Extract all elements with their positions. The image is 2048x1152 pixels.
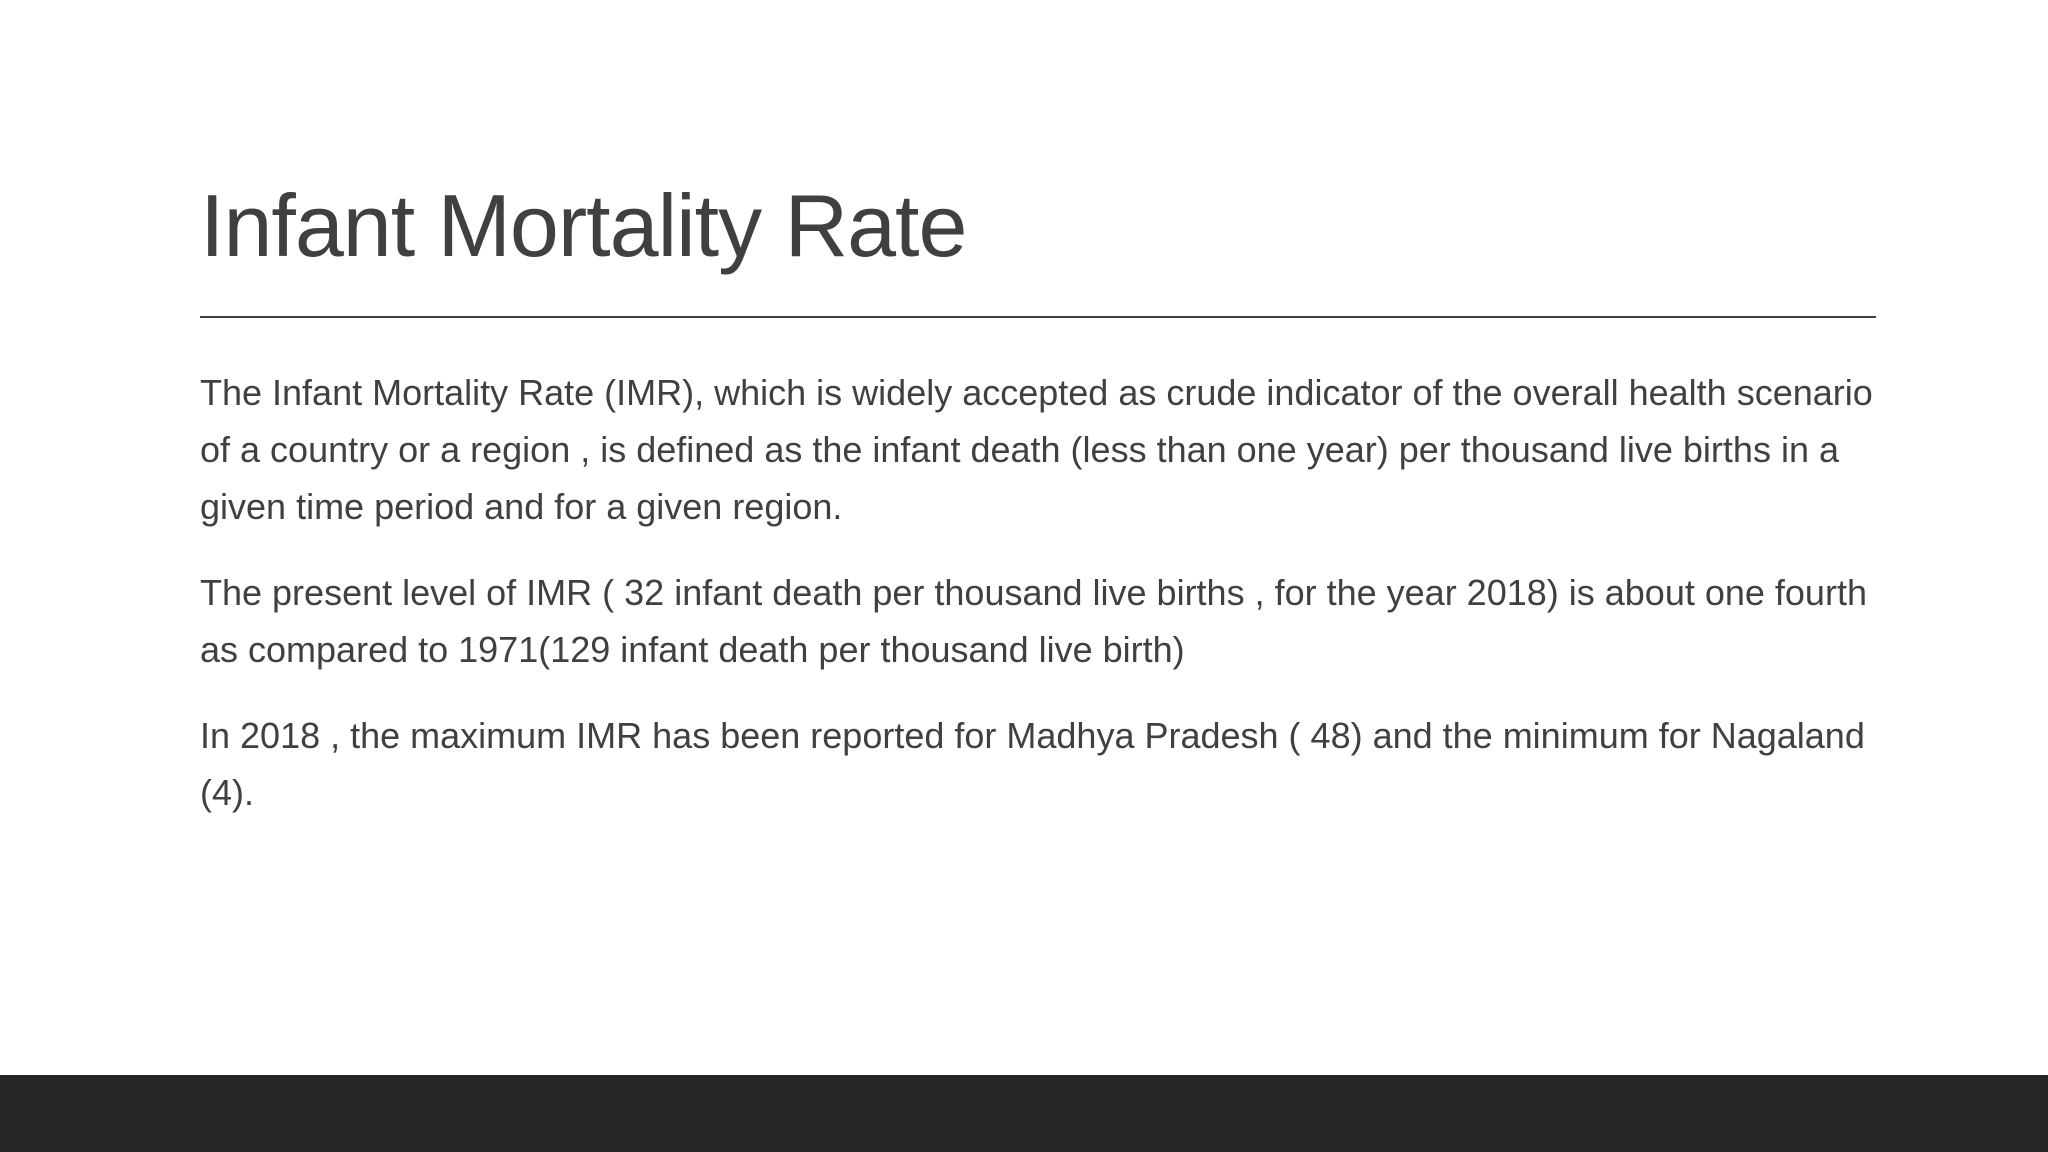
paragraph-state-extremes: In 2018 , the maximum IMR has been reported for Madhya Pradesh ( 48) and the minimum for Nagaland (4). — [200, 715, 1865, 813]
paragraph-present-level: The present level of IMR ( 32 infant death per thousand live births , for the year 2018) is about one fourth as compared to 1971(129 infant death per thousand live birth) — [200, 572, 1867, 670]
paragraph-definition: The Infant Mortality Rate (IMR), which is widely accepted as crude indicator of the overall health scenario of a country or a region , is defined as the infant death (less than one year) per thousand live births in a given time period and for a given region. — [200, 372, 1873, 527]
slide-title: Infant Mortality Rate — [200, 176, 967, 275]
slide-body — [200, 364, 1880, 850]
footer-bar — [0, 1075, 2048, 1152]
title-divider — [200, 316, 1876, 318]
